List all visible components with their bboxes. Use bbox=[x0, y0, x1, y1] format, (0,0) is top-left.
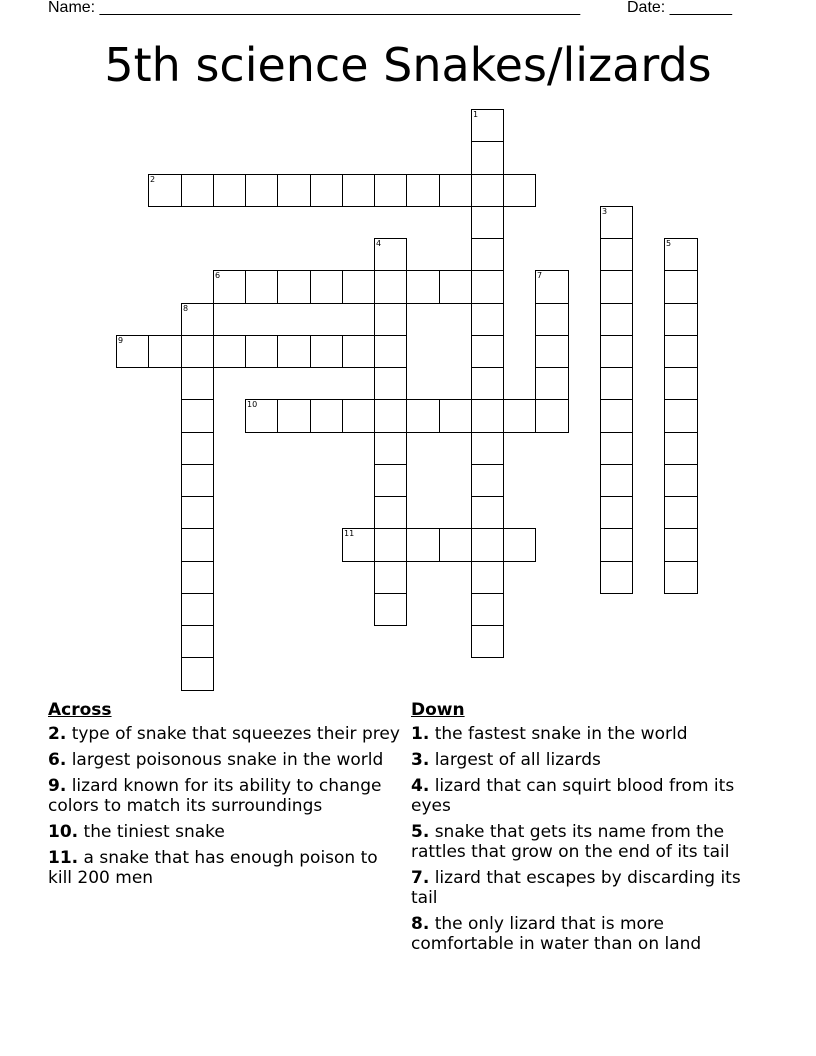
grid-cell[interactable] bbox=[600, 561, 633, 594]
grid-cell[interactable] bbox=[471, 593, 504, 626]
grid-cell[interactable] bbox=[600, 270, 633, 304]
grid-cell[interactable] bbox=[245, 174, 278, 207]
clue-number: 7. bbox=[411, 868, 430, 888]
grid-cell[interactable] bbox=[471, 141, 504, 175]
clue-number-label: 10 bbox=[247, 400, 258, 409]
grid-cell[interactable] bbox=[148, 335, 182, 368]
clue-number: 3. bbox=[411, 750, 430, 770]
grid-cell[interactable] bbox=[374, 432, 407, 465]
grid-cell[interactable] bbox=[213, 335, 246, 368]
name-line: Name: ______________________________________________________ bbox=[48, 0, 581, 16]
grid-cell[interactable] bbox=[213, 174, 246, 207]
grid-cell[interactable] bbox=[374, 399, 407, 433]
across-clue-11 bbox=[48, 848, 400, 888]
grid-cell[interactable] bbox=[342, 399, 375, 433]
grid-cell[interactable] bbox=[664, 496, 698, 529]
grid-cell[interactable] bbox=[181, 335, 214, 368]
grid-cell[interactable] bbox=[471, 561, 504, 594]
clue-number: 11. bbox=[48, 848, 79, 868]
grid-cell[interactable] bbox=[374, 561, 407, 594]
down-clue-1 bbox=[411, 724, 769, 744]
grid-cell[interactable] bbox=[471, 528, 504, 562]
grid-cell[interactable] bbox=[600, 432, 633, 465]
grid-cell[interactable] bbox=[471, 303, 504, 336]
grid-cell[interactable] bbox=[600, 303, 633, 336]
clue-text: the fastest snake in the world bbox=[434, 724, 688, 744]
clue-number: 8. bbox=[411, 914, 430, 934]
grid-cell[interactable] bbox=[535, 270, 569, 304]
grid-cell[interactable] bbox=[664, 528, 698, 562]
grid-cell[interactable] bbox=[181, 657, 214, 691]
date-line: Date: _______ bbox=[627, 0, 732, 16]
clue-number-label: 4 bbox=[376, 239, 382, 248]
grid-cell[interactable] bbox=[245, 270, 278, 304]
grid-cell[interactable] bbox=[664, 303, 698, 336]
grid-cell[interactable] bbox=[535, 399, 569, 433]
grid-cell[interactable] bbox=[600, 367, 633, 400]
down-clue-8 bbox=[411, 914, 769, 954]
grid-cell[interactable] bbox=[181, 561, 214, 594]
grid-cell[interactable] bbox=[181, 399, 214, 433]
grid-cell[interactable] bbox=[406, 528, 440, 562]
grid-cell[interactable] bbox=[471, 399, 504, 433]
grid-cell[interactable] bbox=[116, 335, 149, 368]
grid-cell[interactable] bbox=[374, 367, 407, 400]
grid-cell[interactable] bbox=[374, 174, 407, 207]
grid-cell[interactable] bbox=[310, 399, 343, 433]
grid-cell[interactable] bbox=[277, 270, 311, 304]
grid-cell[interactable] bbox=[342, 270, 375, 304]
grid-cell[interactable] bbox=[503, 399, 536, 433]
grid-cell[interactable] bbox=[471, 270, 504, 304]
grid-cell[interactable] bbox=[406, 399, 440, 433]
across-clue-9 bbox=[48, 776, 400, 816]
grid-cell[interactable] bbox=[471, 496, 504, 529]
grid-cell[interactable] bbox=[600, 528, 633, 562]
grid-cell[interactable] bbox=[374, 528, 407, 562]
grid-cell[interactable] bbox=[181, 174, 214, 207]
grid-cell[interactable] bbox=[600, 464, 633, 497]
grid-cell[interactable] bbox=[471, 174, 504, 207]
grid-cell[interactable] bbox=[245, 399, 278, 433]
grid-cell[interactable] bbox=[439, 399, 472, 433]
grid-cell[interactable] bbox=[277, 399, 311, 433]
grid-cell[interactable] bbox=[471, 206, 504, 239]
grid-cell[interactable] bbox=[245, 335, 278, 368]
clue-text: largest poisonous snake in the world bbox=[71, 750, 384, 770]
clue-text: lizard that escapes by discarding its tail bbox=[411, 868, 741, 908]
grid-cell[interactable] bbox=[535, 335, 569, 368]
grid-cell[interactable] bbox=[310, 174, 343, 207]
clue-text: type of snake that squeezes their prey bbox=[71, 724, 400, 744]
grid-cell[interactable] bbox=[535, 303, 569, 336]
clue-text: largest of all lizards bbox=[434, 750, 601, 770]
grid-cell[interactable] bbox=[600, 335, 633, 368]
grid-cell[interactable] bbox=[181, 432, 214, 465]
grid-cell[interactable] bbox=[664, 432, 698, 465]
grid-cell[interactable] bbox=[471, 367, 504, 400]
down-clue-7 bbox=[411, 868, 769, 908]
across-clue-10 bbox=[48, 822, 400, 842]
clue-number: 5. bbox=[411, 822, 430, 842]
down-heading: Down bbox=[411, 700, 465, 720]
across-clue-6 bbox=[48, 750, 400, 770]
grid-cell[interactable] bbox=[342, 335, 375, 368]
grid-cell[interactable] bbox=[277, 335, 311, 368]
clue-text: snake that gets its name from the rattles that grow on the end of its tail bbox=[411, 822, 730, 862]
clue-number-label: 1 bbox=[473, 110, 479, 119]
across-clues bbox=[48, 700, 400, 894]
grid-cell[interactable] bbox=[374, 335, 407, 368]
clue-number: 1. bbox=[411, 724, 430, 744]
down-clues bbox=[411, 700, 769, 960]
grid-cell[interactable] bbox=[148, 174, 182, 207]
grid-cell[interactable] bbox=[471, 109, 504, 142]
across-heading: Across bbox=[48, 700, 112, 720]
clue-number: 9. bbox=[48, 776, 67, 796]
across-clue-2 bbox=[48, 724, 400, 744]
clue-number-label: 6 bbox=[215, 271, 221, 280]
grid-cell[interactable] bbox=[664, 464, 698, 497]
grid-cell[interactable] bbox=[374, 593, 407, 626]
grid-cell[interactable] bbox=[181, 528, 214, 562]
grid-cell[interactable] bbox=[277, 174, 311, 207]
grid-cell[interactable] bbox=[181, 593, 214, 626]
grid-cell[interactable] bbox=[181, 625, 214, 658]
grid-cell[interactable] bbox=[181, 496, 214, 529]
down-clue-5 bbox=[411, 822, 769, 862]
grid-cell[interactable] bbox=[664, 270, 698, 304]
clue-text: lizard that can squirt blood from its eyes bbox=[411, 776, 735, 816]
clue-number: 4. bbox=[411, 776, 430, 796]
clue-number: 2. bbox=[48, 724, 67, 744]
grid-cell[interactable] bbox=[213, 270, 246, 304]
grid-cell[interactable] bbox=[664, 399, 698, 433]
down-clue-3 bbox=[411, 750, 769, 770]
grid-cell[interactable] bbox=[471, 432, 504, 465]
grid-cell[interactable] bbox=[374, 270, 407, 304]
grid-cell[interactable] bbox=[503, 174, 536, 207]
grid-cell[interactable] bbox=[374, 496, 407, 529]
clue-text: the only lizard that is more comfortable in water than on land bbox=[411, 914, 702, 954]
clue-number-label: 5 bbox=[666, 239, 672, 248]
grid-cell[interactable] bbox=[439, 270, 472, 304]
grid-cell[interactable] bbox=[310, 335, 343, 368]
grid-cell[interactable] bbox=[471, 464, 504, 497]
grid-cell[interactable] bbox=[503, 528, 536, 562]
grid-cell[interactable] bbox=[600, 238, 633, 271]
grid-cell[interactable] bbox=[664, 367, 698, 400]
grid-cell[interactable] bbox=[181, 367, 214, 400]
clue-text: lizard known for its ability to change colors to match its surroundings bbox=[48, 776, 382, 816]
grid-cell[interactable] bbox=[600, 399, 633, 433]
clue-number-label: 2 bbox=[150, 175, 156, 184]
grid-cell[interactable] bbox=[664, 238, 698, 271]
grid-cell[interactable] bbox=[439, 528, 472, 562]
grid-cell[interactable] bbox=[310, 270, 343, 304]
grid-cell[interactable] bbox=[471, 625, 504, 658]
clue-text: a snake that has enough poison to kill 200 men bbox=[48, 848, 378, 888]
grid-cell[interactable] bbox=[342, 174, 375, 207]
grid-cell[interactable] bbox=[374, 303, 407, 336]
clue-number: 10. bbox=[48, 822, 79, 842]
down-clue-4 bbox=[411, 776, 769, 816]
clue-number-label: 9 bbox=[118, 336, 124, 345]
grid-cell[interactable] bbox=[374, 238, 407, 271]
grid-cell[interactable] bbox=[664, 561, 698, 594]
grid-cell[interactable] bbox=[664, 335, 698, 368]
grid-cell[interactable] bbox=[181, 303, 214, 336]
grid-cell[interactable] bbox=[600, 206, 633, 239]
clue-number-label: 7 bbox=[537, 271, 543, 280]
grid-cell[interactable] bbox=[471, 238, 504, 271]
clue-number: 6. bbox=[48, 750, 67, 770]
grid-cell[interactable] bbox=[181, 464, 214, 497]
grid-cell[interactable] bbox=[471, 335, 504, 368]
clue-text: the tiniest snake bbox=[83, 822, 225, 842]
grid-cell[interactable] bbox=[600, 496, 633, 529]
grid-cell[interactable] bbox=[406, 174, 440, 207]
grid-cell[interactable] bbox=[406, 270, 440, 304]
grid-cell[interactable] bbox=[439, 174, 472, 207]
page-title: 5th science Snakes/lizards bbox=[104, 38, 712, 92]
clue-number-label: 11 bbox=[344, 529, 355, 538]
grid-cell[interactable] bbox=[342, 528, 375, 562]
clue-number-label: 3 bbox=[602, 207, 608, 216]
clue-number-label: 8 bbox=[183, 304, 189, 313]
grid-cell[interactable] bbox=[535, 367, 569, 400]
grid-cell[interactable] bbox=[374, 464, 407, 497]
